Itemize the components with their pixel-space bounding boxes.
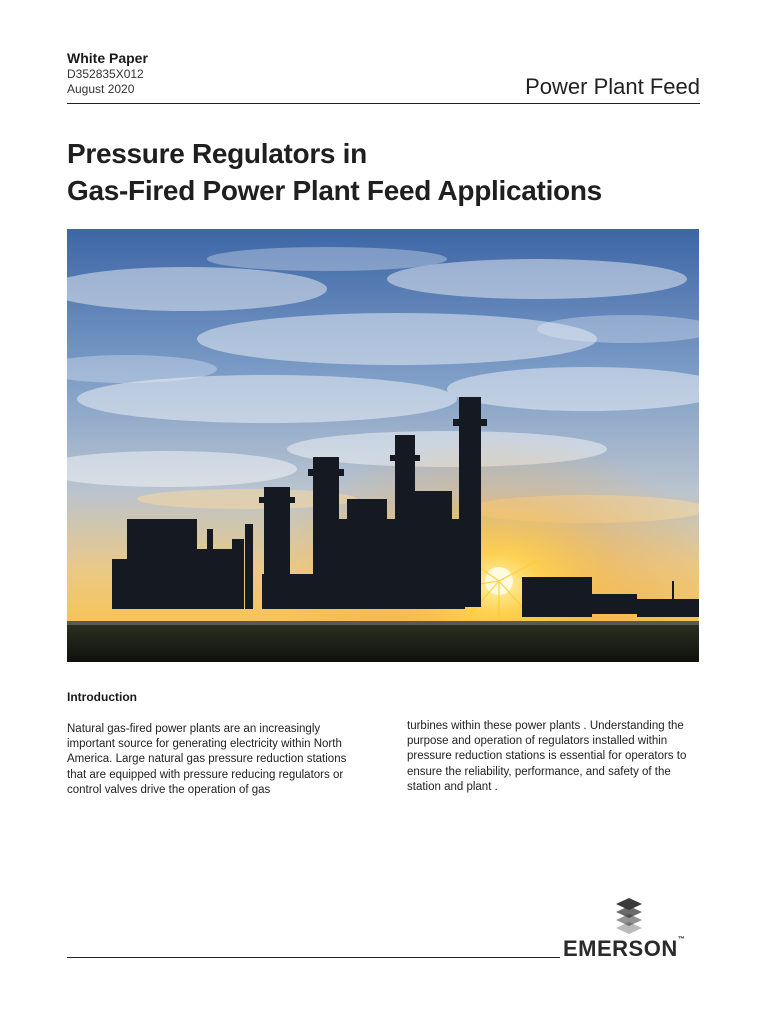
introduction-column-1: Natural gas-fired power plants are an increasingly important source for generating electricity within North America. Large natural gas pressure reduction stations that are equipped with pressure reducing regulators or control valves drive the operation of gas bbox=[67, 723, 347, 796]
emerson-mark-icon bbox=[615, 898, 643, 934]
document-category: Power Plant Feed bbox=[525, 74, 700, 99]
introduction-heading: Introduction bbox=[67, 690, 137, 704]
introduction-column-2: turbines within these power plants . Understanding the purpose and operation of regulators installed within pressure reduction stations is essential for operators to ensure the reliability, performance, and safety of the station and plant . bbox=[407, 720, 687, 793]
title-line-2: Gas-Fired Power Plant Feed Applications bbox=[67, 175, 602, 206]
document-header bbox=[67, 49, 148, 97]
header-divider bbox=[67, 103, 700, 104]
emerson-wordmark bbox=[563, 936, 685, 962]
title-line-1: Pressure Regulators in bbox=[67, 138, 367, 169]
emerson-logo bbox=[563, 898, 703, 966]
document-number: D352835X012 bbox=[67, 67, 144, 81]
document-date: August 2020 bbox=[67, 82, 135, 96]
trademark-symbol: ™ bbox=[677, 936, 686, 943]
footer-divider bbox=[67, 957, 560, 958]
power-plant-sunset-image bbox=[67, 229, 699, 662]
document-type: White Paper bbox=[67, 50, 148, 66]
page-title bbox=[67, 135, 707, 209]
hero-image bbox=[67, 229, 699, 662]
emerson-wordmark-text: EMERSON bbox=[563, 936, 678, 961]
